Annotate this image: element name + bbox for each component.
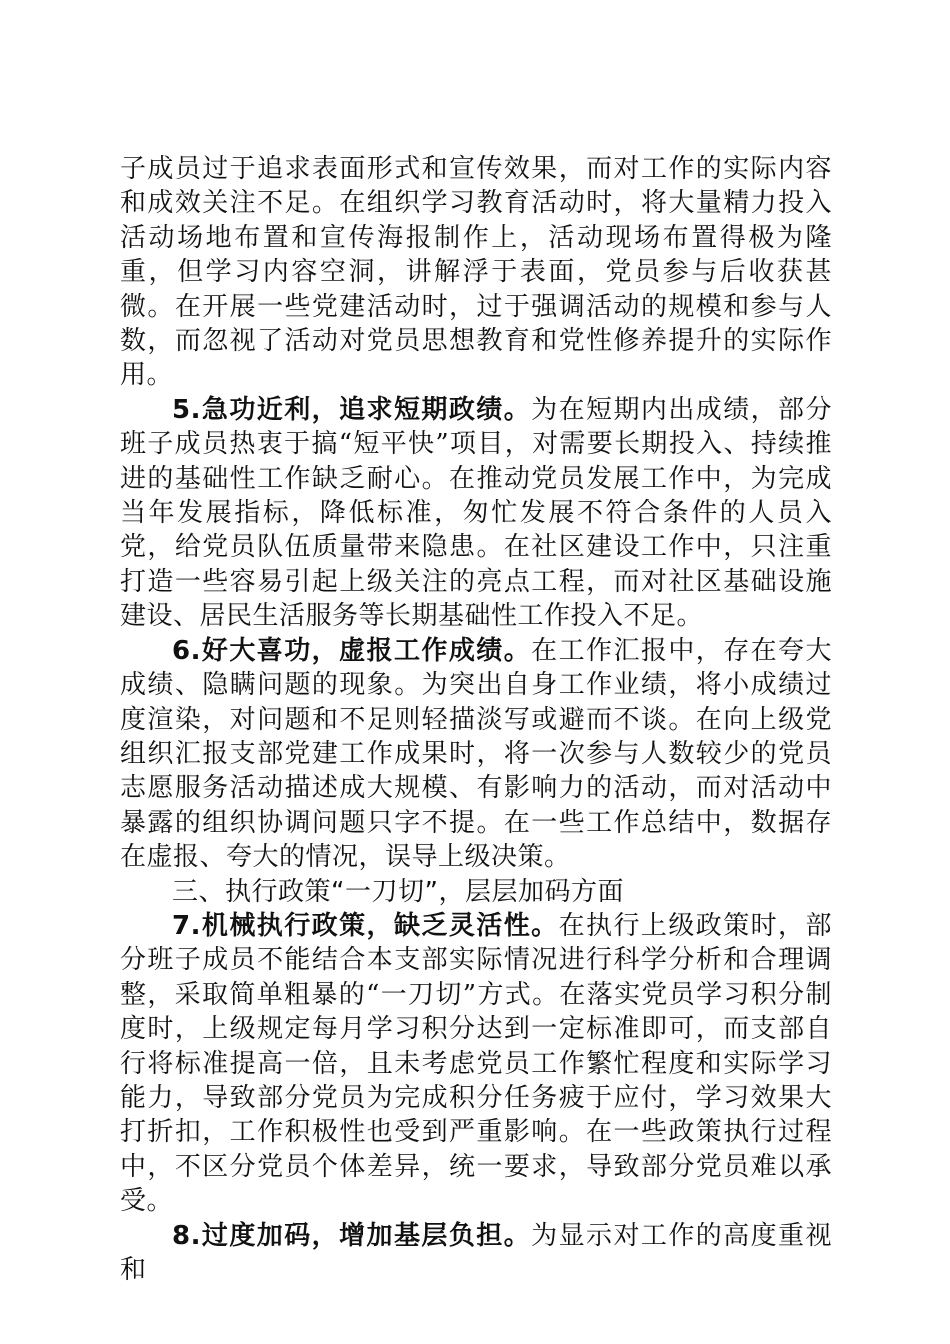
paragraph-item-6 (120, 634, 832, 875)
paragraph-text: 在工作汇报中，存在夸大成绩、隐瞒问题的现象。为突出自身工作业绩，将小成绩过度渲染，对问题和不足则轻描淡写或避而不谈。在向上级党组织汇报支部党建工作成果时，将一次参与人数较少的党员志愿服务活动描述成大规模、有影响力的活动，而对活动中暴露的组织协调问题只字不提。在一些工作总结中，数据存在虚报、夸大的情况，误导上级决策。 (120, 635, 832, 873)
paragraph-text: 为在短期内出成绩，部分班子成员热衷于搞“短平快”项目，对需要长期投入、持续推进的基础性工作缺乏耐心。在推动党员发展工作中，为完成当年发展指标，降低标准，匆忙发展不符合条件的人员入党，给党员队伍质量带来隐患。在社区建设工作中，只注重打造一些容易引起上级关注的亮点工程，而对社区基础设施建设、居民生活服务等长期基础性工作投入不足。 (120, 394, 832, 632)
paragraph-lead: 7.机械执行政策，缺乏灵活性。 (172, 910, 559, 941)
paragraph-lead: 5.急功近利，追求短期政绩。 (172, 394, 532, 425)
paragraph-continuation (120, 152, 832, 393)
paragraph-lead: 8.过度加码，增加基层负担。 (172, 1220, 532, 1251)
paragraph-lead: 6.好大喜功，虚报工作成绩。 (172, 635, 532, 666)
paragraph-item-8 (120, 1219, 832, 1288)
paragraph-text: 子成员过于追求表面形式和宣传效果，而对工作的实际内容和成效关注不足。在组织学习教育活动时，将大量精力投入活动场地布置和宣传海报制作上，活动现场布置得极为隆重，但学习内容空洞，讲解浮于表面，党员参与后收获甚微。在开展一些党建活动时，过于强调活动的规模和参与人数，而忽视了活动对党员思想教育和党性修养提升的实际作用。 (120, 154, 832, 391)
paragraph-text: 在执行上级政策时，部分班子成员不能结合本支部实际情况进行科学分析和合理调整，采取简单粗暴的“一刀切”方式。在落实党员学习积分制度时，上级规定每月学习积分达到一定标准即可，而支部自行将标准提高一倍，且未考虑党员工作繁忙程度和实际学习能力，导致部分党员为完成积分任务疲于应付，学习效果大打折扣，工作积极性也受到严重影响。在一些政策执行过程中，不区分党员个体差异，统一要求，导致部分党员难以承受。 (120, 910, 832, 1217)
paragraph-item-7 (120, 909, 832, 1219)
document-page (120, 152, 832, 1287)
paragraph-item-5 (120, 393, 832, 634)
section-heading: 三、执行政策“一刀切”，层层加码方面 (172, 876, 624, 907)
paragraph-text: 为显示对工作的高度重视和 (120, 1220, 832, 1285)
